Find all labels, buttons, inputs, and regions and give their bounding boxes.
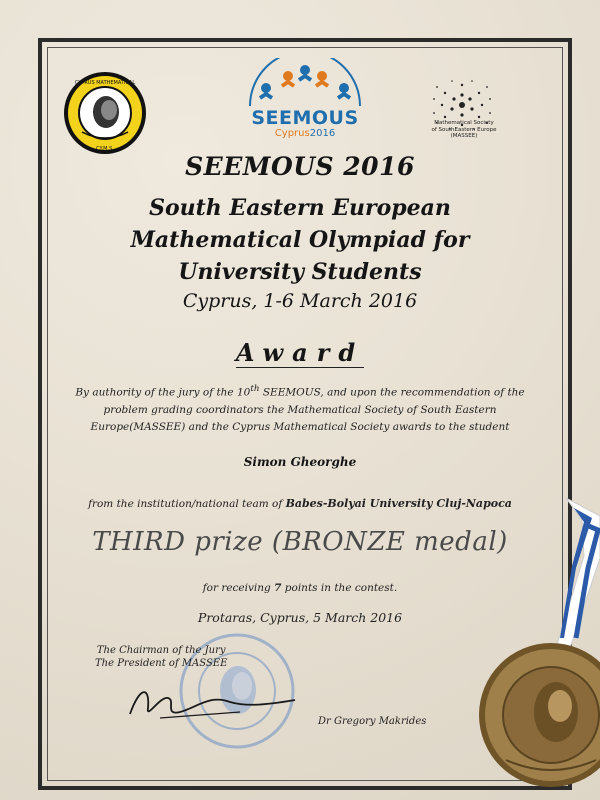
award-heading xyxy=(0,338,600,367)
seemous-wordmark: SEEMOUS xyxy=(251,107,359,129)
place-and-date: Protaras, Cyprus, 5 March 2016 xyxy=(197,610,403,625)
points-line xyxy=(0,582,600,594)
seemous-logo xyxy=(230,58,380,148)
ordinal-suffix: th xyxy=(250,384,260,394)
award-statement-line: problem grading coordinators the Mathematical Society of South Eastern xyxy=(103,403,497,416)
award-statement-line: Europe(MASSEE) and the Cyprus Mathematical Society awards to the student xyxy=(90,420,510,433)
award-statement-part: SEEMOUS, and upon the recommendation of the xyxy=(259,386,525,399)
points-suffix: points in the contest. xyxy=(281,582,398,594)
seemous-people-icon xyxy=(230,58,380,110)
signatory-name: Dr Gregory Makrides xyxy=(318,716,427,727)
student-name: Simon Gheorghe xyxy=(243,455,357,469)
points-prefix: for receiving xyxy=(202,582,275,594)
points-value: 7 xyxy=(274,582,282,594)
award-statement-part: By authority of the jury of the 10 xyxy=(75,386,251,399)
massee-caption-line: (MASSEE) xyxy=(450,133,478,139)
competition-name-line: South Eastern European xyxy=(149,195,451,221)
svg-text:CY.M.S.: CY.M.S. xyxy=(96,146,114,152)
handwritten-signature xyxy=(120,676,310,726)
seemous-sub-country: Cyprus xyxy=(274,128,310,139)
award-statement xyxy=(0,381,600,436)
massee-caption xyxy=(418,120,510,140)
massee-caption-line: of SouthEastern Europe xyxy=(431,126,497,133)
institution-line xyxy=(0,497,600,510)
institution-prefix: from the institution/national team of xyxy=(88,498,286,510)
certificate-title: SEEMOUS 2016 xyxy=(185,152,415,181)
competition-name-line: University Students xyxy=(178,259,422,285)
institution-name: Babes-Bolyai University Cluj-Napoca xyxy=(285,497,512,510)
award-heading-text: Award xyxy=(235,338,365,367)
massee-caption-line: Mathematical Society xyxy=(434,120,494,126)
award-statement-line xyxy=(0,381,600,402)
event-location-dates: Cyprus, 1-6 March 2016 xyxy=(182,290,418,312)
svg-text:CYPRUS MATHEMATICAL: CYPRUS MATHEMATICAL xyxy=(74,80,136,86)
signatory-role: The Chairman of the Jury xyxy=(96,645,226,656)
signatory-roles xyxy=(95,644,227,670)
bronze-medal xyxy=(476,640,600,790)
cyprus-math-society-logo xyxy=(62,70,148,156)
seemous-sub-year: 2016 xyxy=(309,128,336,139)
prize-title: THIRD prize (BRONZE medal) xyxy=(92,527,508,557)
competition-name-line: Mathematical Olympiad for xyxy=(130,227,470,253)
competition-name xyxy=(0,192,600,288)
seemous-subtitle xyxy=(230,128,380,139)
signatory-role: The President of MASSEE xyxy=(95,658,228,669)
